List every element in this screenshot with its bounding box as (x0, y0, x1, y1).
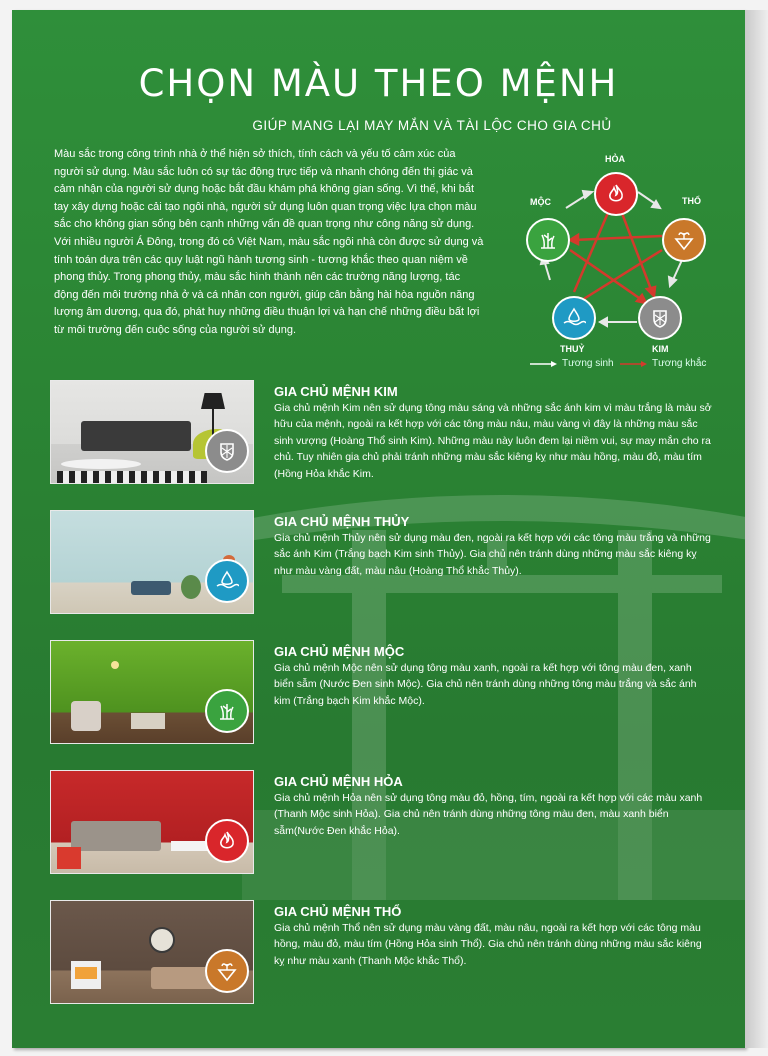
element-hoa (594, 172, 638, 216)
section-moc (50, 640, 730, 742)
living-room-photo-thuy (50, 510, 254, 614)
intro-paragraph: Với nhiều người Á Đông, trong đó có Việt Nam, màu sắc ngôi nhà còn được sử dụng và tính toán dựa trên các quy luật ngũ hành tương sinh - tương khắc theo quan niệm về phong thủy. Trong phong thủy, màu sắc hình thành nên các trường năng lượng, tác động đến môi trường nhà ở và cá nhân con người, giúp cân bằng hài hòa nguồn năng lượng âm dương, qua đó, phát huy những điều thuận lợi và hạn chế những điều bất lợi từ môi trường đến cuộc sống của người sử dụng. (54, 235, 484, 336)
label-kim: KIM (652, 344, 669, 354)
section-body: Gia chủ mệnh Thổ nên sử dụng màu vàng đất, màu nâu, ngoài ra kết hợp với các tông màu hồng, màu đỏ, màu tím (Hồng Hỏa sinh Thổ). Gia chủ nên tránh dùng những màu sắc kiêng kỵ như màu xanh (Thanh Mộc khắc Thổ). (274, 922, 702, 967)
page-edge (745, 10, 768, 1048)
section-title: GIA CHỦ MỆNH HỎA (274, 774, 403, 789)
living-room-photo-moc (50, 640, 254, 744)
section-thuy (50, 510, 730, 612)
brochure-page (12, 10, 745, 1048)
living-room-photo-kim (50, 380, 254, 484)
arrow-hoa-kim (574, 208, 610, 292)
arrow-hoa-kim-2 (620, 208, 652, 292)
living-room-photo-tho (50, 900, 254, 1004)
page-title: CHỌN MÀU THEO MỆNH (138, 62, 619, 105)
wood-element-badge (205, 689, 249, 733)
section-body: Gia chủ mệnh Hỏa nên sử dụng tông màu đỏ, hồng, tím, ngoài ra kết hợp với các màu xanh (Thanh Mộc sinh Hỏa). Gia chủ nên tránh dùng những tông màu đen, màu xanh biển sẫm(Nước Đen khắc Hỏa). (274, 792, 703, 837)
element-thuy (552, 296, 596, 340)
water-icon (562, 307, 586, 329)
element-tho (662, 218, 706, 262)
arrow-tho-thuy (574, 236, 662, 240)
water-icon (215, 570, 239, 592)
earth-icon (216, 960, 238, 982)
fire-icon (216, 830, 238, 852)
label-thuy: THUỶ (560, 344, 585, 354)
fire-element-badge (205, 819, 249, 863)
section-title: GIA CHỦ MỆNH KIM (274, 384, 398, 399)
earth-element-badge (205, 949, 249, 993)
label-tho: THỔ (682, 196, 701, 206)
fire-icon (605, 183, 627, 205)
intro-paragraph: Màu sắc trong công trình nhà ở thể hiện sở thích, tính cách và yếu tố cảm xúc của người sử dụng. Màu sắc luôn có sự tác động trực tiếp và nhanh chóng đến thị giác và cảm nhận của người sử dụng hoặc bắt đầu khám phá không gian sống. Vì thế, khi bắt tay xây dựng hoặc cải tạo ngôi nhà, người sử dụng luôn quan trọng việc lựa chọn màu sắc cho không gian sống bên cạnh những vấn đề quan trọng như công năng sử dụng. (54, 148, 477, 231)
element-moc (526, 218, 570, 262)
metal-element-badge (205, 429, 249, 473)
wood-icon (216, 700, 238, 722)
intro-text (54, 146, 484, 340)
element-kim (638, 296, 682, 340)
metal-icon (216, 440, 238, 462)
label-moc: MỘC (530, 197, 551, 207)
section-hoa (50, 770, 730, 872)
legend-tuong-sinh: Tương sinh (562, 358, 614, 369)
water-element-badge (205, 559, 249, 603)
section-kim (50, 380, 730, 482)
living-room-photo-hoa (50, 770, 254, 874)
wood-icon (537, 229, 559, 251)
section-title: GIA CHỦ MỆNH MỘC (274, 644, 405, 659)
section-tho (50, 900, 730, 1002)
earth-icon (673, 229, 695, 251)
page-subtitle: GIÚP MANG LẠI MAY MẮN VÀ TÀI LỘC CHO GIA CHỦ (252, 118, 612, 133)
section-title: GIA CHỦ MỆNH THỔ (274, 904, 402, 919)
section-body: Gia chủ mệnh Kim nên sử dụng tông màu sáng và những sắc ánh kim vì màu trắng là màu sở hữu của mệnh, ngoài ra kết hợp với các tông màu nâu, màu vàng vì đây là những màu sắc sinh vượng (Hoàng Thổ sinh Kim). Những màu này luôn đem lại niềm vui, sự may mắn cho ra chủ. Tuy nhiên gia chủ phải tránh những màu sắc kiêng kỵ như màu hồng, màu đỏ, màu tím (Hồng Hỏa khắc Kim. (274, 402, 712, 480)
section-body: Gia chủ mệnh Thủy nên sử dụng màu đen, ngoài ra kết hợp với các tông màu trắng và những sắc ánh Kim (Trắng bạch Kim sinh Thủy). Gia chủ nên tránh dùng những màu sắc kiêng kỵ như màu vàng đất, màu nâu (Hoàng Thổ khắc Thủy). (274, 532, 711, 577)
label-hoa: HỎA (605, 154, 625, 164)
legend-tuong-khac: Tương khắc (652, 358, 707, 369)
five-elements-diagram (512, 150, 722, 380)
section-title: GIA CHỦ MỆNH THỦY (274, 514, 410, 529)
metal-icon (649, 307, 671, 329)
section-body: Gia chủ mệnh Mộc nên sử dụng tông màu xanh, ngoài ra kết hợp với tông màu đen, xanh biển sẫm (Nước Đen sinh Mộc). Gia chủ nên tránh dùng những tông màu trắng và sắc ánh kim (Trắng bạch Kim khắc Mộc). (274, 662, 697, 707)
